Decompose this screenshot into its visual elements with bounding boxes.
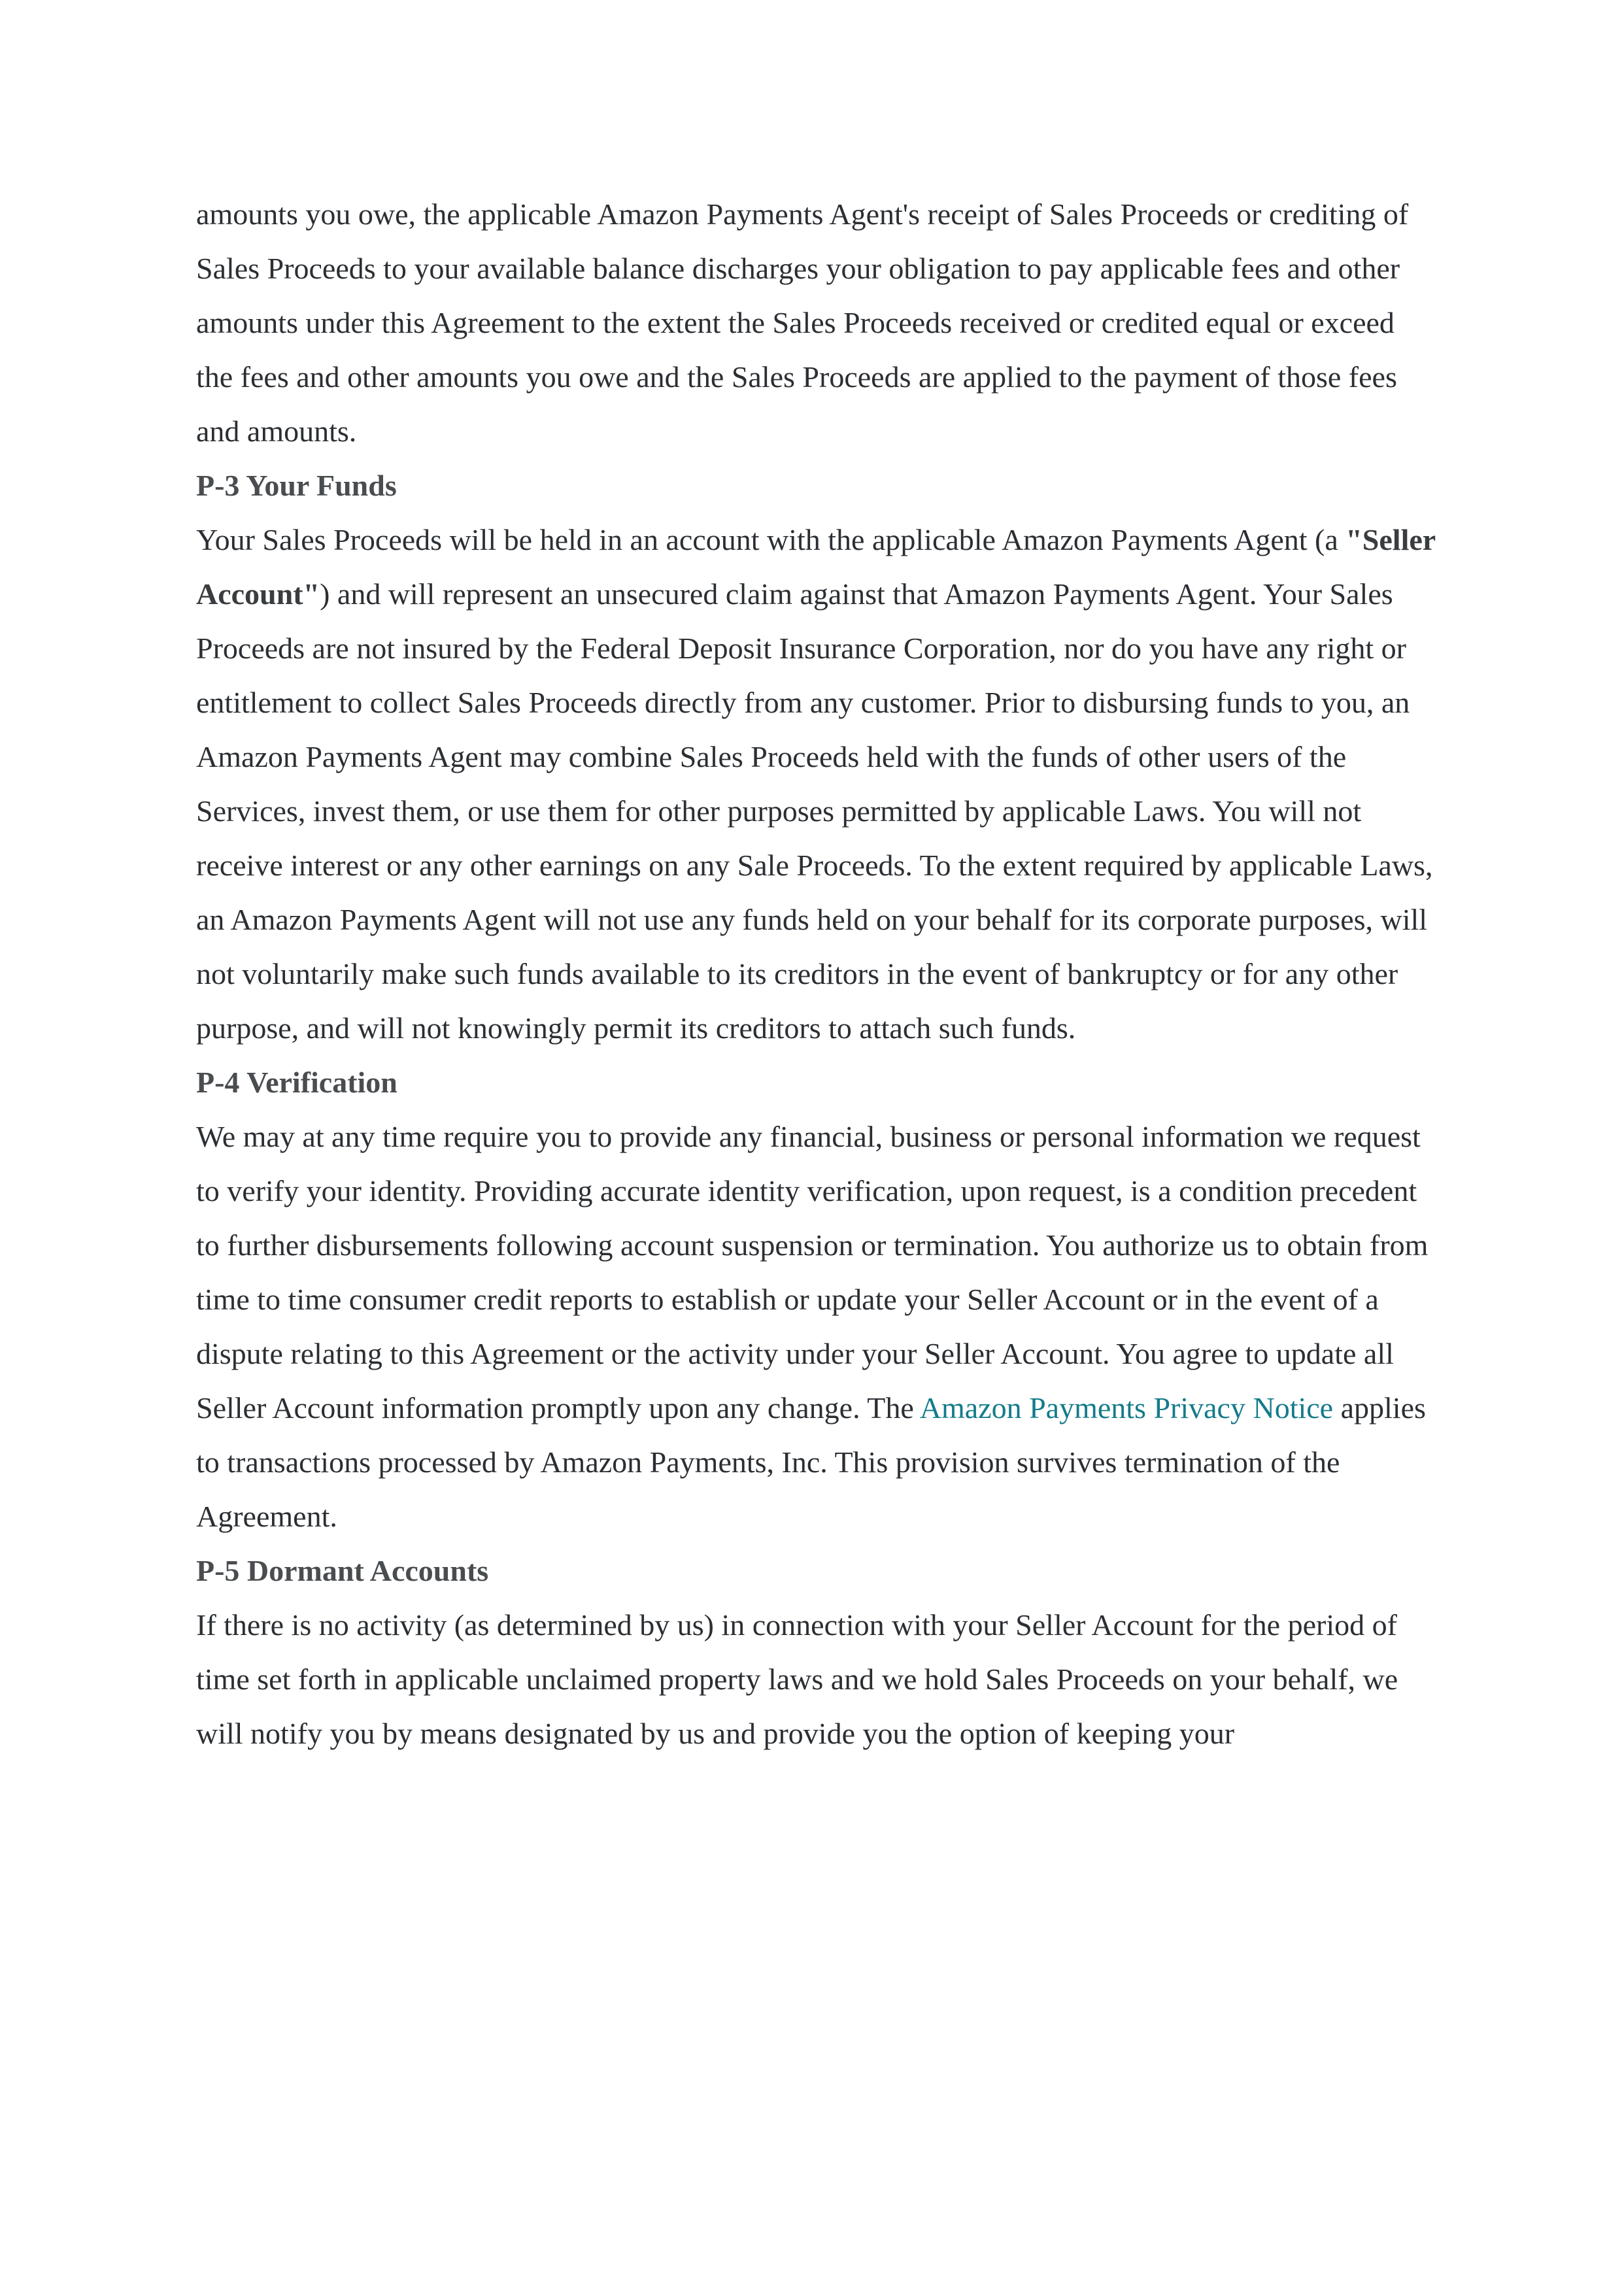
p5-text: If there is no activity (as determined by us) in connection with your Seller Account for the period of time set forth in applicable unclaimed property laws and we hold Sales Proceeds on your behalf, we will notify you by means designated by us and provide you the option of keeping your (196, 1608, 1398, 1750)
p4-text-before: We may at any time require you to provide any financial, business or personal information we request to verify your identity. Providing accurate identity verification, upon request, is a condition precedent to further disbursements following account suspension or termination. You authorize us to obtain from time to time consumer credit reports to establish or update your Seller Account or in the event of a dispute relating to this Agreement or the activity under your Seller Account. You agree to update all Seller Account information promptly upon any change. The (196, 1120, 1429, 1425)
intro-text: amounts you owe, the applicable Amazon Payments Agent's receipt of Sales Proceeds or crediting of Sales Proceeds to your available balance discharges your obligation to pay applicable fees and other amounts under this Agreement to the extent the Sales Proceeds received or credited equal or exceed the fees and other amounts you owe and the Sales Proceeds are applied to the payment of those fees and amounts. (196, 197, 1409, 448)
section-heading-p5: P-5 Dormant Accounts (196, 1554, 489, 1587)
seller-account-term: "Seller Account" (196, 523, 1436, 611)
p3-paragraph (196, 513, 1438, 1055)
section-heading-p4: P-4 Verification (196, 1066, 398, 1099)
p3-text-after: ) and will represent an unsecured claim against that Amazon Payments Agent. Your Sales Proceeds are not insured by the Federal Deposit Insurance Corporation, nor do you have any right or entitlement to collect Sales Proceeds directly from any customer. Prior to disbursing funds to you, an Amazon Payments Agent may combine Sales Proceeds held with the funds of other users of the Services, invest them, or use them for other purposes permitted by applicable Laws. You will not receive interest or any other earnings on any Sale Proceeds. To the extent required by applicable Laws, an Amazon Payments Agent will not use any funds held on your behalf for its corporate purposes, will not voluntarily make such funds available to its creditors in the event of bankruptcy or for any other purpose, and will not knowingly permit its creditors to attach such funds. (196, 577, 1433, 1045)
intro-paragraph (196, 187, 1438, 458)
p5-paragraph (196, 1598, 1438, 1761)
p4-text-after: applies to transactions processed by Amazon Payments, Inc. This provision survives termination of the Agreement. (196, 1391, 1426, 1533)
privacy-notice-link[interactable]: Amazon Payments Privacy Notice (919, 1391, 1334, 1425)
p4-paragraph (196, 1109, 1438, 1543)
document-page (196, 187, 1438, 1761)
section-heading-p3: P-3 Your Funds (196, 469, 397, 502)
p3-text-before: Your Sales Proceeds will be held in an account with the applicable Amazon Payments Agent (a (196, 523, 1346, 556)
